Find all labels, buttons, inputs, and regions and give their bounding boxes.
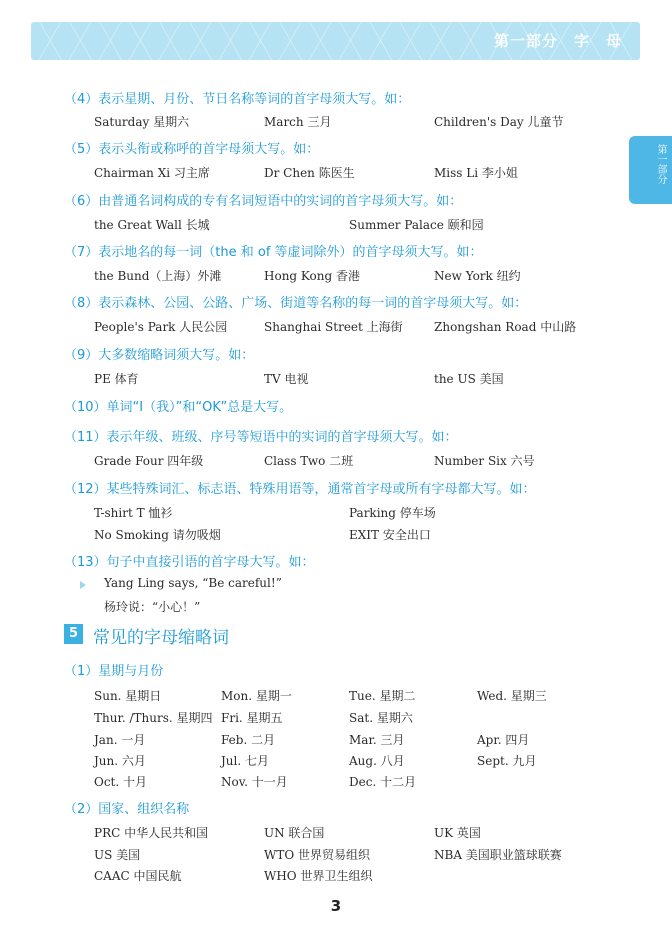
abbreviation-row bbox=[94, 687, 634, 705]
rule-heading: （13）句子中直接引语的首字母大写。如： bbox=[64, 555, 315, 570]
abbreviation-item: CAAC 中国民航 bbox=[94, 869, 182, 883]
abbreviation-row bbox=[94, 731, 634, 749]
abbreviation-item: Jun. 六月 bbox=[94, 754, 146, 768]
rule-heading: （5）表示头衔或称呼的首字母须大写。如： bbox=[64, 142, 320, 157]
quote-example-english: Yang Ling says, “Be careful!” bbox=[104, 576, 282, 590]
abbreviation-item: WHO 世界卫生组织 bbox=[264, 869, 373, 883]
abbreviation-item: UK 英国 bbox=[434, 826, 481, 840]
rule-heading: （8）表示森林、公园、公路、广场、街道等名称的每一词的首字母须大写。如： bbox=[64, 296, 528, 311]
abbreviation-item: PRC 中华人民共和国 bbox=[94, 826, 209, 840]
rule-heading: （7）表示地名的每一词（the 和 of 等虚词除外）的首字母须大写。如： bbox=[64, 245, 483, 260]
abbreviation-item: Feb. 二月 bbox=[221, 733, 276, 747]
example-item: Dr Chen 陈医生 bbox=[264, 166, 355, 180]
example-item: Children's Day 儿童节 bbox=[434, 115, 564, 129]
section-number-badge: 5 bbox=[64, 624, 83, 644]
abbreviation-item: NBA 美国职业篮球联赛 bbox=[434, 848, 562, 862]
example-item: the Great Wall 长城 bbox=[94, 218, 210, 232]
example-item: Number Six 六号 bbox=[434, 454, 535, 468]
side-tab bbox=[629, 136, 672, 204]
subsection-heading: （2）国家、组织名称 bbox=[64, 802, 190, 817]
example-item: Hong Kong 香港 bbox=[264, 269, 361, 283]
example-item: Zhongshan Road 中山路 bbox=[434, 320, 577, 334]
example-item: March 三月 bbox=[264, 115, 332, 129]
abbreviation-item: Aug. 八月 bbox=[349, 754, 405, 768]
rule-heading: （11）表示年级、班级、序号等短语中的实词的首字母须大写。如： bbox=[64, 430, 458, 445]
abbreviation-row bbox=[94, 709, 634, 727]
abbreviation-item: Sat. 星期六 bbox=[349, 711, 413, 725]
abbreviation-row bbox=[94, 773, 634, 791]
example-row bbox=[94, 113, 634, 131]
example-row bbox=[94, 216, 634, 234]
abbreviation-item: Tue. 星期二 bbox=[349, 689, 416, 703]
example-item: Class Two 二班 bbox=[264, 454, 354, 468]
example-item: Parking 停车场 bbox=[349, 506, 436, 520]
rule-heading: （10）单词“I（我）”和“OK”总是大写。 bbox=[64, 400, 293, 415]
rule-heading: （4）表示星期、月份、节日名称等词的首字母须大写。如： bbox=[64, 92, 411, 107]
rule-heading: （6）由普通名词构成的专有名词短语中的实词的首字母须大写。如： bbox=[64, 194, 463, 209]
abbreviation-item: Dec. 十二月 bbox=[349, 775, 417, 789]
abbreviation-item: Jan. 一月 bbox=[94, 733, 146, 747]
abbreviation-item: Apr. 四月 bbox=[477, 733, 530, 747]
abbreviation-row bbox=[94, 824, 634, 842]
abbreviation-item: US 美国 bbox=[94, 848, 141, 862]
example-item: the Bund（上海）外滩 bbox=[94, 269, 222, 283]
quote-example-chinese: 杨玲说：“小心！” bbox=[104, 600, 201, 614]
triangle-bullet-icon bbox=[80, 581, 86, 589]
abbreviation-item: Oct. 十月 bbox=[94, 775, 148, 789]
example-row bbox=[94, 526, 634, 544]
abbreviation-row bbox=[94, 846, 634, 864]
example-item: Shanghai Street 上海街 bbox=[264, 320, 403, 334]
abbreviation-item: UN 联合国 bbox=[264, 826, 325, 840]
page-header-banner bbox=[31, 22, 640, 60]
example-row bbox=[94, 267, 634, 285]
subsection-heading: （1）星期与月份 bbox=[64, 664, 164, 679]
abbreviation-item: Wed. 星期三 bbox=[477, 689, 547, 703]
abbreviation-row bbox=[94, 867, 634, 885]
abbreviation-item: Fri. 星期五 bbox=[221, 711, 283, 725]
example-item: EXIT 安全出口 bbox=[349, 528, 431, 542]
example-item: No Smoking 请勿吸烟 bbox=[94, 528, 221, 542]
abbreviation-item: Sept. 九月 bbox=[477, 754, 537, 768]
rule-heading: （12）某些特殊词汇、标志语、特殊用语等，通常首字母或所有字母都大写。如： bbox=[64, 482, 536, 497]
example-item: People's Park 人民公园 bbox=[94, 320, 228, 334]
example-item: T-shirt T 恤衫 bbox=[94, 506, 173, 520]
example-row bbox=[94, 318, 634, 336]
abbreviation-row bbox=[94, 752, 634, 770]
example-item: Saturday 星期六 bbox=[94, 115, 190, 129]
example-item: New York 纽约 bbox=[434, 269, 521, 283]
rule-heading: （9）大多数缩略词须大写。如： bbox=[64, 348, 255, 363]
header-title: 第一部分 字 母 bbox=[493, 32, 622, 50]
abbreviation-item: Sun. 星期日 bbox=[94, 689, 162, 703]
abbreviation-item: Mar. 三月 bbox=[349, 733, 405, 747]
abbreviation-item: Nov. 十一月 bbox=[221, 775, 288, 789]
side-tab-label: 第一部分 bbox=[655, 144, 666, 184]
example-item: Summer Palace 颐和园 bbox=[349, 218, 484, 232]
section-title: 常见的字母缩略词 bbox=[93, 628, 229, 648]
example-row bbox=[94, 164, 634, 182]
abbreviation-item: Jul. 七月 bbox=[221, 754, 270, 768]
example-item: Chairman Xi 习主席 bbox=[94, 166, 210, 180]
example-item: the US 美国 bbox=[434, 372, 504, 386]
abbreviation-item: WTO 世界贸易组织 bbox=[264, 848, 370, 862]
abbreviation-item: Thur. /Thurs. 星期四 bbox=[94, 711, 213, 725]
example-row bbox=[94, 452, 634, 470]
example-row bbox=[94, 370, 634, 388]
example-item: Grade Four 四年级 bbox=[94, 454, 204, 468]
abbreviation-item: Mon. 星期一 bbox=[221, 689, 292, 703]
page-number: 3 bbox=[330, 897, 342, 915]
example-row bbox=[94, 504, 634, 522]
example-item: PE 体育 bbox=[94, 372, 139, 386]
example-item: TV 电视 bbox=[264, 372, 309, 386]
example-item: Miss Li 李小姐 bbox=[434, 166, 518, 180]
